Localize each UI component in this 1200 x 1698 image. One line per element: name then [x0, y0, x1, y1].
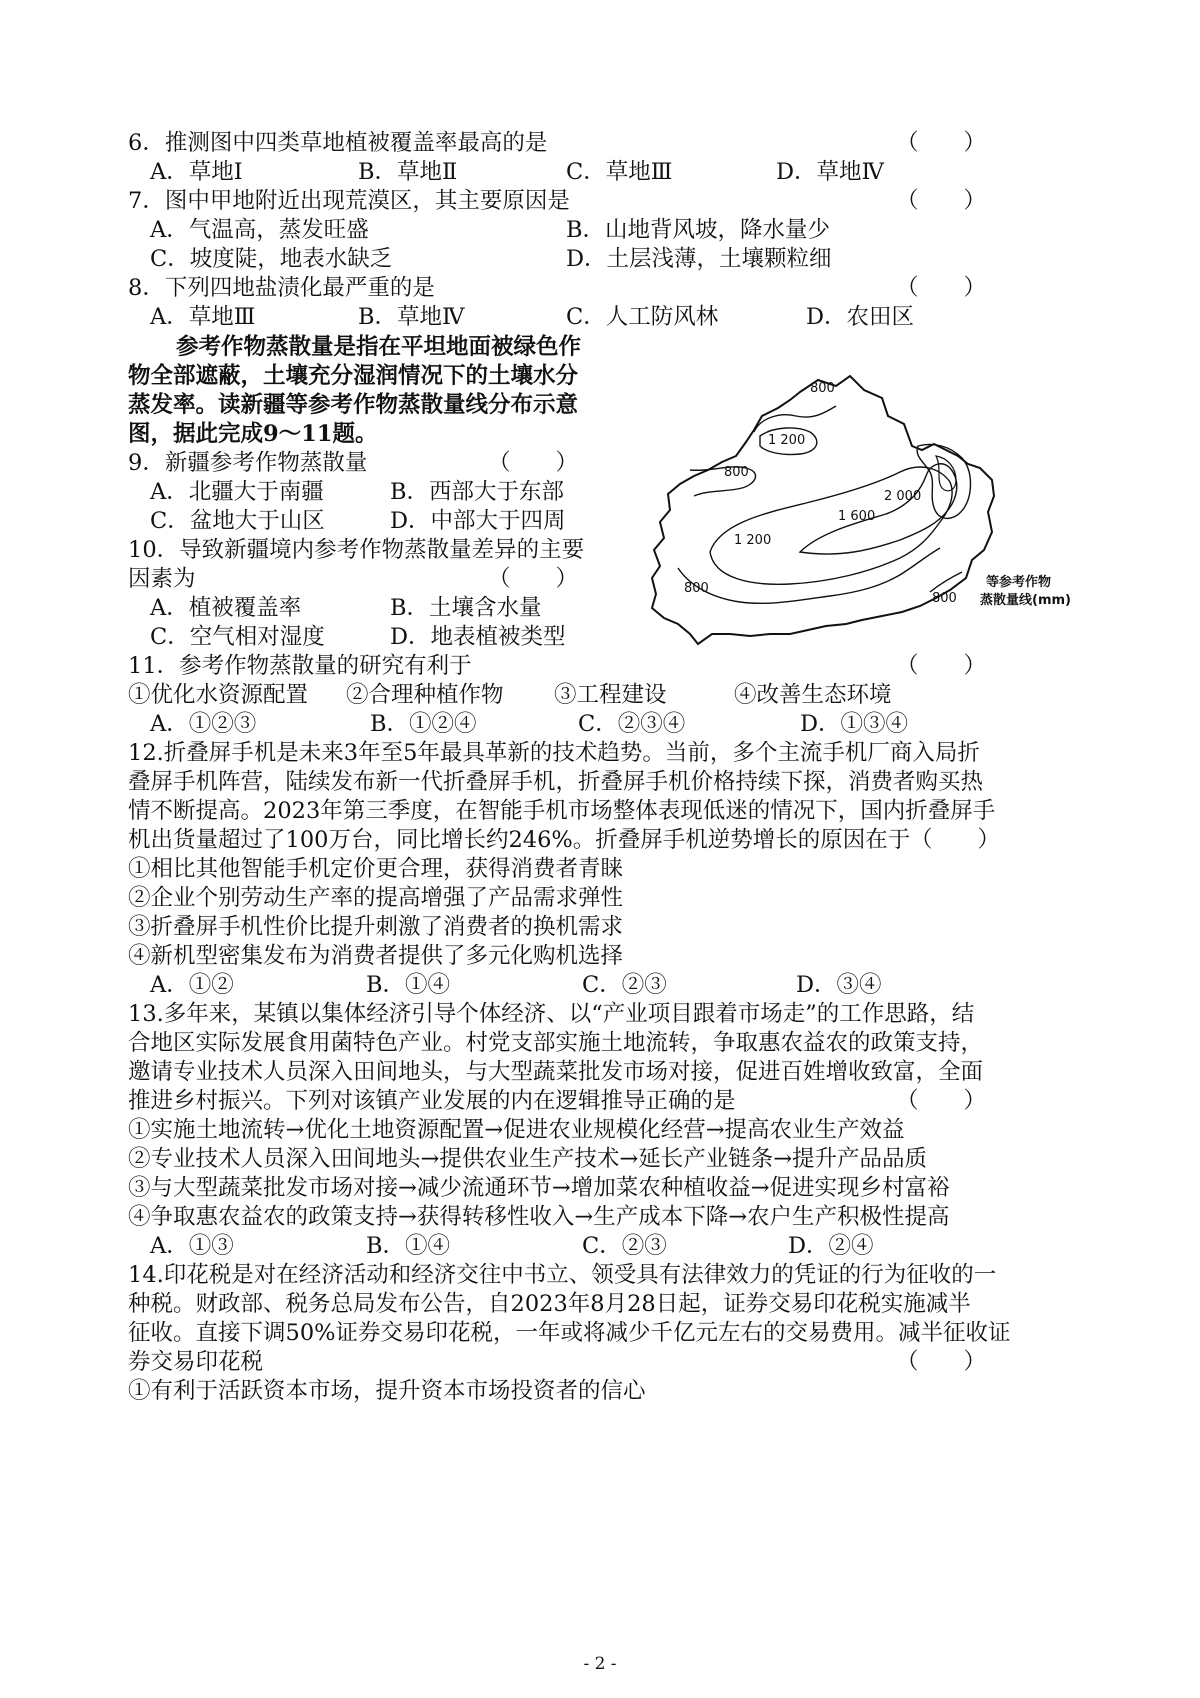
- q11-item-3: ③工程建设: [554, 682, 667, 708]
- q6-option-b: B．草地Ⅱ: [358, 159, 458, 185]
- q11-option-b: B．①②④: [370, 711, 477, 737]
- q8-answer-paren: （ ）: [896, 275, 987, 301]
- q14-item-1: ①有利于活跃资本市场，提升资本市场投资者的信心: [128, 1378, 646, 1404]
- q12-line-3: 情不断提高。2023年第三季度，在智能手机市场整体表现低迷的情况下，国内折叠屏手: [128, 798, 996, 824]
- q9-stem: 9．新疆参考作物蒸散量: [128, 450, 368, 476]
- isoline-1600: [800, 464, 957, 554]
- q11-option-a: A．①②③: [150, 711, 257, 737]
- map-label-1200-basin: 1 200: [734, 533, 772, 548]
- q13-line-4: 推进乡村振兴。下列对该镇产业发展的内在逻辑推导正确的是: [128, 1088, 736, 1114]
- q11-item-2: ②合理种植作物: [346, 682, 504, 708]
- q13-item-2: ②专业技术人员深入田间地头→提供农业生产技术→延长产业链条→提升产品品质: [128, 1146, 928, 1172]
- q12-item-3: ③折叠屏手机性价比提升刺激了消费者的换机需求: [128, 914, 624, 940]
- page-number: - 2 -: [583, 1654, 617, 1674]
- q9-option-b: B．西部大于东部: [390, 479, 565, 505]
- q10-stem-2: 因素为: [128, 566, 196, 592]
- q14-answer-paren: （ ）: [896, 1349, 987, 1375]
- q14-line-2: 种税。财政部、税务总局发布公告，自2023年8月28日起，证券交易印花税实施减半: [128, 1291, 971, 1317]
- q10-option-c: C．空气相对湿度: [150, 624, 325, 650]
- q12-option-a: A．①②: [150, 972, 234, 998]
- q8-option-a: A．草地Ⅲ: [150, 304, 256, 330]
- q8-option-d: D．农田区: [806, 304, 915, 330]
- q11-stem: 11．参考作物蒸散量的研究有利于: [128, 653, 472, 679]
- q6-option-d: D．草地Ⅳ: [776, 159, 885, 185]
- q6-answer-paren: （ ）: [896, 130, 987, 156]
- intro-line-4: 图，据此完成9～11题。: [128, 421, 378, 447]
- q13-line-3: 邀请专业技术人员深入田间地头，与大型蔬菜批发市场对接，促进百姓增收致富，全面: [128, 1059, 984, 1085]
- q11-item-4: ④改善生态环境: [734, 682, 892, 708]
- q9-option-c: C．盆地大于山区: [150, 508, 325, 534]
- isoline-east-2000: [917, 445, 970, 519]
- q12-line-2: 叠屏手机阵营，陆续发布新一代折叠屏手机，折叠屏手机价格持续下探，消费者购买热: [128, 769, 984, 795]
- q13-item-4: ④争取惠农益农的政策支持→获得转移性收入→生产成本下降→农户生产积极性提高: [128, 1204, 950, 1230]
- q12-item-1: ①相比其他智能手机定价更合理，获得消费者青睐: [128, 856, 624, 882]
- q9-option-d: D．中部大于四周: [390, 508, 566, 534]
- map-label-2000: 2 000: [884, 489, 922, 504]
- q9-option-a: A．北疆大于南疆: [150, 479, 324, 505]
- q13-item-3: ③与大型蔬菜批发市场对接→减少流通环节→增加菜农种植收益→促进实现乡村富裕: [128, 1175, 950, 1201]
- q10-option-d: D．地表植被类型: [390, 624, 566, 650]
- q10-option-a: A．植被覆盖率: [150, 595, 302, 621]
- q13-answer-paren: （ ）: [896, 1088, 987, 1114]
- q11-option-c: C．②③④: [578, 711, 686, 737]
- isoline-southeast-800: [930, 572, 962, 592]
- map-legend-line-1: 等参考作物: [986, 575, 1052, 590]
- map-label-1200-north: 1 200: [768, 433, 806, 448]
- map-legend-line-2: 蒸散量线(mm): [980, 593, 1071, 608]
- intro-line-2: 物全部遮蔽，土壤充分湿润情况下的土壤水分: [128, 363, 579, 389]
- xinjiang-evapotranspiration-map: [650, 372, 1130, 702]
- map-label-800-south: 800: [684, 581, 709, 596]
- q11-answer-paren: （ ）: [896, 653, 987, 679]
- q6-stem: 6．推测图中四类草地植被覆盖率最高的是: [128, 130, 548, 156]
- map-label-800-west: 800: [724, 465, 749, 480]
- q12-option-c: C．②③: [582, 972, 667, 998]
- q7-stem: 7．图中甲地附近出现荒漠区，其主要原因是: [128, 188, 570, 214]
- q8-option-b: B．草地Ⅳ: [358, 304, 465, 330]
- map-label-1600: 1 600: [838, 509, 876, 524]
- q13-item-1: ①实施土地流转→优化土地资源配置→促进农业规模化经营→提高农业生产效益: [128, 1117, 905, 1143]
- q10-answer-paren: （ ）: [488, 566, 579, 592]
- q8-stem: 8．下列四地盐渍化最严重的是: [128, 275, 435, 301]
- q8-option-c: C．人工防风林: [566, 304, 719, 330]
- intro-line-1: 参考作物蒸散量是指在平坦地面被绿色作: [176, 334, 582, 360]
- q13-line-2: 合地区实际发展食用菌特色产业。村党支部实施土地流转，争取惠农益农的政策支持，: [128, 1030, 984, 1056]
- intro-line-3: 蒸发率。读新疆等参考作物蒸散量线分布示意: [128, 392, 579, 418]
- q12-item-2: ②企业个别劳动生产率的提高增强了产品需求弹性: [128, 885, 624, 911]
- q9-answer-paren: （ ）: [488, 450, 579, 476]
- q10-stem: 10．导致新疆境内参考作物蒸散量差异的主要: [128, 537, 585, 563]
- q7-option-a: A．气温高，蒸发旺盛: [150, 217, 369, 243]
- map-label-800-southeast: 800: [932, 591, 957, 606]
- isoline-south-800: [678, 548, 940, 603]
- q12-answer-paren: （ ）: [910, 827, 1001, 853]
- q13-option-a: A．①③: [150, 1233, 234, 1259]
- q12-option-b: B．①④: [366, 972, 451, 998]
- q7-option-c: C．坡度陡，地表水缺乏: [150, 246, 393, 272]
- q13-option-d: D．②④: [788, 1233, 874, 1259]
- q10-option-b: B．土壤含水量: [390, 595, 542, 621]
- q7-option-d: D．土层浅薄，土壤颗粒细: [566, 246, 832, 272]
- q7-option-b: B．山地背风坡，降水量少: [566, 217, 831, 243]
- isoline-basin-1200: [710, 467, 952, 584]
- q13-option-c: C．②③: [582, 1233, 667, 1259]
- q12-item-4: ④新机型密集发布为消费者提供了多元化购机选择: [128, 943, 624, 969]
- q12-line-1: 12.折叠屏手机是未来3年至5年最具革新的技术趋势。当前，多个主流手机厂商入局折: [128, 740, 980, 766]
- q7-answer-paren: （ ）: [896, 188, 987, 214]
- q6-option-a: A．草地Ⅰ: [150, 159, 243, 185]
- isoline-map-svg: [650, 372, 1130, 702]
- q12-option-d: D．③④: [796, 972, 882, 998]
- q11-option-d: D．①③④: [800, 711, 909, 737]
- q14-line-4: 券交易印花税: [128, 1349, 264, 1375]
- q13-option-b: B．①④: [366, 1233, 451, 1259]
- q14-line-1: 14.印花税是对在经济活动和经济交往中书立、领受具有法律效力的凭证的行为征收的一: [128, 1262, 997, 1288]
- q6-option-c: C．草地Ⅲ: [566, 159, 673, 185]
- q12-line-4: 机出货量超过了100万台，同比增长约246%。折叠屏手机逆势增长的原因在于: [128, 827, 911, 853]
- q14-line-3: 征收。直接下调50%证券交易印花税，一年或将减少千亿元左右的交易费用。减半征收证: [128, 1320, 1011, 1346]
- q13-line-1: 13.多年来，某镇以集体经济引导个体经济、以“产业项目跟着市场走”的工作思路，结: [128, 1001, 975, 1027]
- q11-item-1: ①优化水资源配置: [128, 682, 309, 708]
- map-label-800-north: 800: [810, 381, 835, 396]
